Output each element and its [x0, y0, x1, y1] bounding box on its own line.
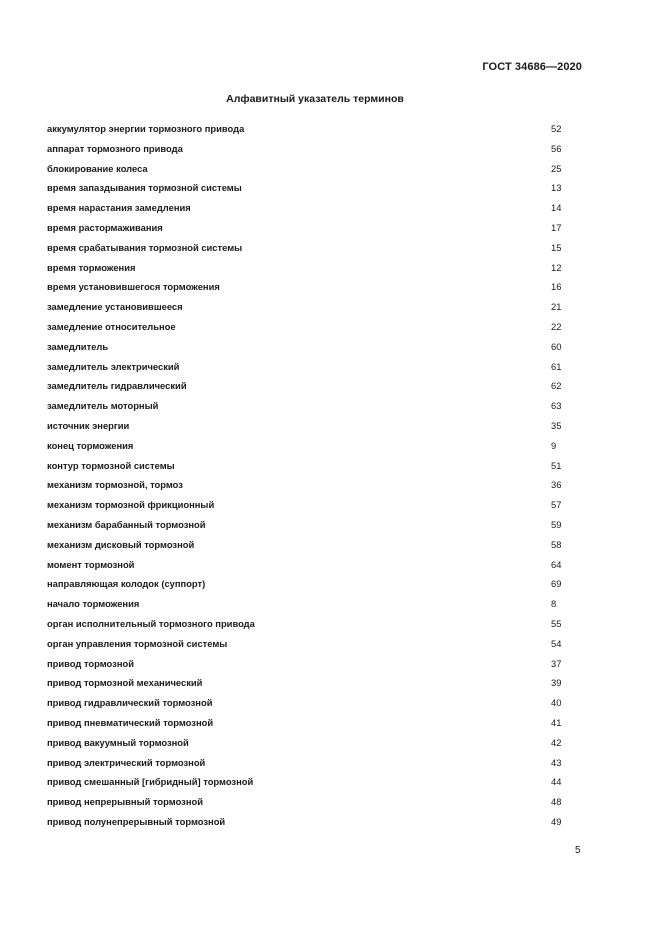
index-entry-term: время торможения — [47, 261, 136, 273]
index-entry — [47, 360, 567, 380]
index-entry-term: аккумулятор энергии тормозного привода — [47, 123, 245, 134]
index-entry — [47, 221, 567, 241]
index-entry-term: начало торможения — [47, 598, 140, 610]
index-entry-page: 63 — [551, 400, 562, 412]
index-entry-page: 14 — [551, 202, 562, 214]
index-entry — [47, 399, 567, 419]
index-entry-term: орган исполнительный тормозного привода — [47, 617, 255, 629]
index-entry-page: 40 — [551, 697, 562, 709]
index-entry-page: 57 — [551, 499, 562, 511]
index-entry-page: 56 — [551, 142, 562, 154]
index-entry-term: конец торможения — [47, 439, 134, 451]
index-entry — [47, 558, 567, 578]
index-entry — [47, 280, 567, 300]
index-entry — [47, 241, 567, 261]
index-entry-page: 49 — [551, 815, 562, 827]
index-entry-term: механизм дисковый тормозной — [47, 538, 195, 550]
index-entry — [47, 637, 567, 657]
index-entry-page: 21 — [551, 301, 562, 313]
index-entry-page: 52 — [551, 123, 562, 134]
index-title: Алфавитный указатель терминов — [226, 93, 404, 105]
index-entry — [47, 756, 567, 776]
index-entry — [47, 657, 567, 677]
document-code: ГОСТ 34686—2020 — [482, 61, 582, 73]
index-entry-term: замедлитель — [47, 340, 109, 352]
index-entry-page: 25 — [551, 162, 562, 174]
index-entry-page: 69 — [551, 578, 562, 590]
index-entry-term: время запаздывания тормозной системы — [47, 182, 242, 194]
index-entry-page: 13 — [551, 182, 562, 194]
index-entry-page: 54 — [551, 637, 562, 649]
index-entry-page: 64 — [551, 558, 562, 570]
index-entry-page: 35 — [551, 419, 562, 431]
index-entry — [47, 478, 567, 498]
index-entry — [47, 577, 567, 597]
index-entry-term: механизм барабанный тормозной — [47, 518, 206, 530]
index-entry — [47, 736, 567, 756]
index-entry-page: 60 — [551, 340, 562, 352]
index-entry-term: привод пневматический тормозной — [47, 716, 214, 728]
index-entry-term: привод непрерывный тормозной — [47, 796, 203, 808]
index-entry-page: 55 — [551, 617, 562, 629]
index-entry-page: 9 — [551, 439, 557, 451]
index-entry-page: 44 — [551, 776, 562, 788]
index-entry-term: орган управления тормозной системы — [47, 637, 228, 649]
index-entry-term: замедлитель гидравлический — [47, 380, 187, 392]
index-entry — [47, 795, 567, 815]
index-entry-term: привод гидравлический тормозной — [47, 697, 213, 709]
index-entry — [47, 815, 567, 835]
index-entry-page: 12 — [551, 261, 562, 273]
index-entry-page: 51 — [551, 459, 562, 471]
index-entry-page: 39 — [551, 677, 562, 689]
index-entry — [47, 181, 567, 201]
index-entry-page: 17 — [551, 221, 562, 233]
index-entry-page: 37 — [551, 657, 562, 669]
index-entry-term: привод вакуумный тормозной — [47, 736, 189, 748]
index-entry-term: момент тормозной — [47, 558, 135, 570]
index-entry — [47, 617, 567, 637]
index-entry-page: 61 — [551, 360, 562, 372]
index-entry-term: замедление установившееся — [47, 301, 183, 313]
index-entry — [47, 419, 567, 439]
index-entry-page: 36 — [551, 479, 562, 491]
index-entry-term: замедлитель электрический — [47, 360, 180, 372]
index-entry-page: 41 — [551, 716, 562, 728]
index-entry-page: 48 — [551, 796, 562, 808]
index-entry — [47, 122, 567, 142]
index-entry-term: привод тормозной — [47, 657, 134, 669]
index-entry-term: привод полунепрерывный тормозной — [47, 815, 226, 827]
index-entry-term: направляющая колодок (суппорт) — [47, 578, 206, 590]
index-entry-term: механизм тормозной, тормоз — [47, 479, 183, 491]
index-entry — [47, 261, 567, 281]
index-entry — [47, 459, 567, 479]
index-entry-term: аппарат тормозного привода — [47, 142, 183, 154]
index-entry — [47, 162, 567, 182]
index-entry-term: источник энергии — [47, 419, 130, 431]
index-entry-term: замедлитель моторный — [47, 400, 159, 412]
index-entry-term: время растормаживания — [47, 221, 163, 233]
index-entry-term: механизм тормозной фрикционный — [47, 499, 215, 511]
index-entry — [47, 439, 567, 459]
index-entry — [47, 518, 567, 538]
index-entry-term: блокирование колеса — [47, 162, 148, 174]
index-entry-term: привод смешанный [гибридный] тормозной — [47, 776, 254, 788]
index-entry-term: контур тормозной системы — [47, 459, 175, 471]
page-number: 5 — [575, 845, 581, 856]
index-list — [47, 122, 567, 835]
index-entry-page: 22 — [551, 320, 562, 332]
index-entry — [47, 340, 567, 360]
index-entry — [47, 201, 567, 221]
index-entry-term: привод электрический тормозной — [47, 756, 206, 768]
index-entry — [47, 498, 567, 518]
index-entry — [47, 320, 567, 340]
index-entry — [47, 142, 567, 162]
index-entry — [47, 379, 567, 399]
index-entry-page: 62 — [551, 380, 562, 392]
index-entry — [47, 696, 567, 716]
index-entry-term: замедление относительное — [47, 320, 176, 332]
index-entry-page: 59 — [551, 518, 562, 530]
index-entry-page: 8 — [551, 598, 557, 610]
index-entry-term: время установившегося торможения — [47, 281, 220, 293]
index-entry — [47, 775, 567, 795]
index-entry — [47, 716, 567, 736]
index-entry — [47, 676, 567, 696]
index-entry — [47, 300, 567, 320]
index-entry-page: 43 — [551, 756, 562, 768]
index-entry-page: 16 — [551, 281, 562, 293]
index-entry-term: время нарастания замедления — [47, 202, 191, 214]
index-entry-page: 15 — [551, 241, 562, 253]
index-entry — [47, 538, 567, 558]
index-entry-page: 42 — [551, 736, 562, 748]
index-entry-term: привод тормозной механический — [47, 677, 203, 689]
index-entry-term: время срабатывания тормозной системы — [47, 241, 243, 253]
index-entry — [47, 597, 567, 617]
index-entry-page: 58 — [551, 538, 562, 550]
